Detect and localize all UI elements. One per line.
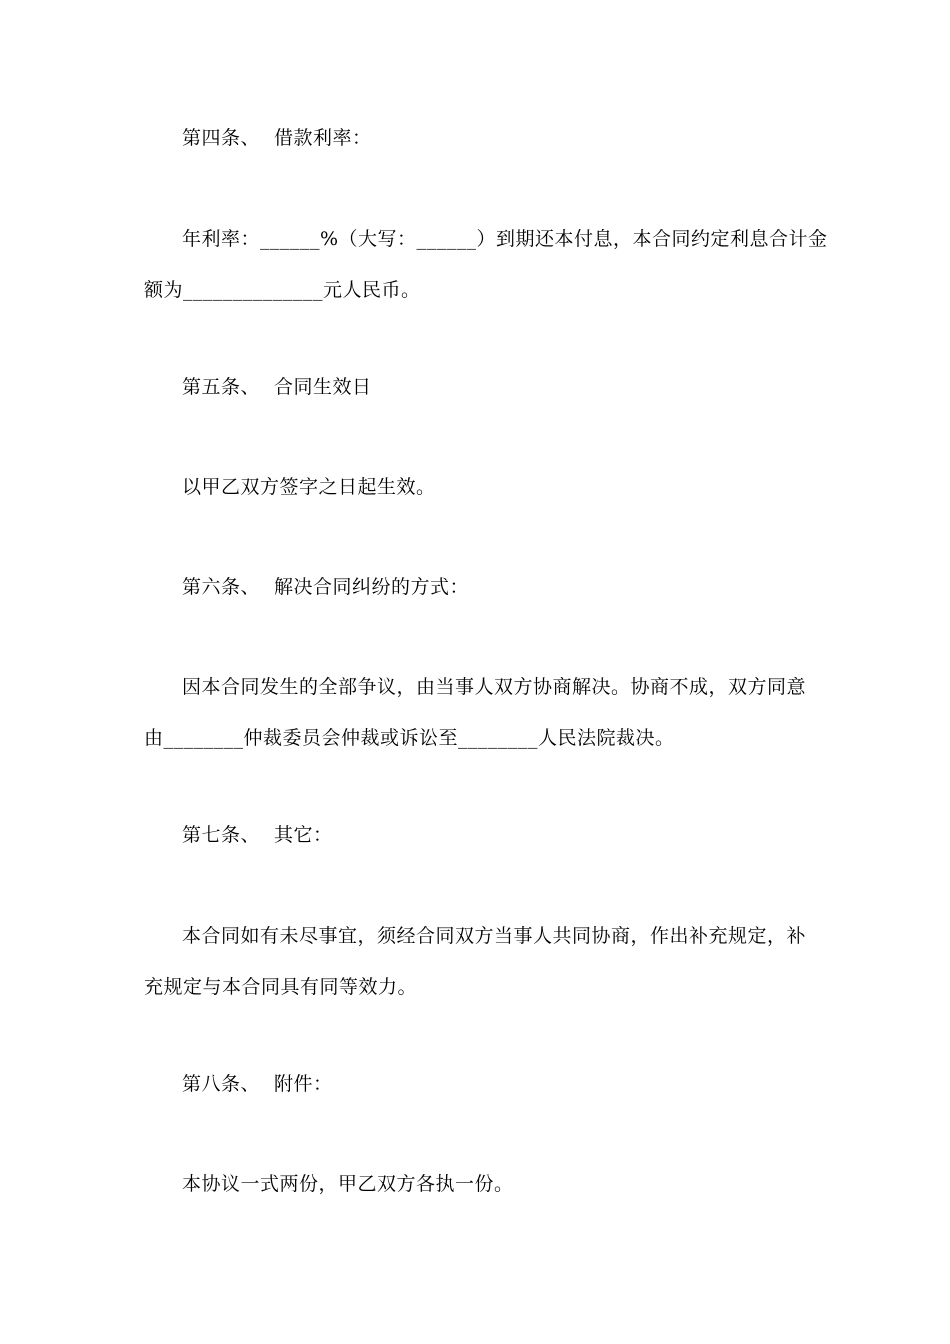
article-7-heading <box>182 823 333 847</box>
article-5-heading <box>182 375 372 399</box>
article-6-paragraph-line-1: 因本合同发生的全部争议，由当事人双方协商解决。协商不成，双方同意 <box>182 676 807 698</box>
article-6-heading <box>182 575 469 599</box>
article-5-paragraph-line-1: 以甲乙双方签字之日起生效。 <box>182 476 436 498</box>
article-4-heading <box>182 126 372 150</box>
article-6-number: 第六条、 <box>182 576 261 598</box>
article-8-title: 附件： <box>274 1073 333 1095</box>
article-4-paragraph-line-2: 额为______________元人民币。 <box>144 279 421 301</box>
article-5-number: 第五条、 <box>182 376 261 398</box>
article-7-paragraph-line-1: 本合同如有未尽事宜，须经合同双方当事人共同协商，作出补充规定，补 <box>182 925 807 947</box>
article-8-paragraph-line-1: 本协议一式两份，甲乙双方各执一份。 <box>182 1173 514 1195</box>
article-5-title: 合同生效日 <box>274 376 372 398</box>
article-7-paragraph-line-2: 充规定与本合同具有同等效力。 <box>144 976 418 998</box>
article-4-number: 第四条、 <box>182 127 261 149</box>
article-6-paragraph-line-2: 由________仲裁委员会仲裁或诉讼至________人民法院裁决。 <box>144 727 675 749</box>
article-8-heading <box>182 1072 333 1096</box>
article-6-title: 解决合同纠纷的方式： <box>274 576 470 598</box>
article-7-title: 其它： <box>274 824 333 846</box>
article-4-paragraph-line-1: 年利率：______%（大写：______）到期还本付息，本合同约定利息合计金 <box>182 228 828 250</box>
article-7-number: 第七条、 <box>182 824 261 846</box>
article-8-number: 第八条、 <box>182 1073 261 1095</box>
article-4-title: 借款利率： <box>274 127 372 149</box>
